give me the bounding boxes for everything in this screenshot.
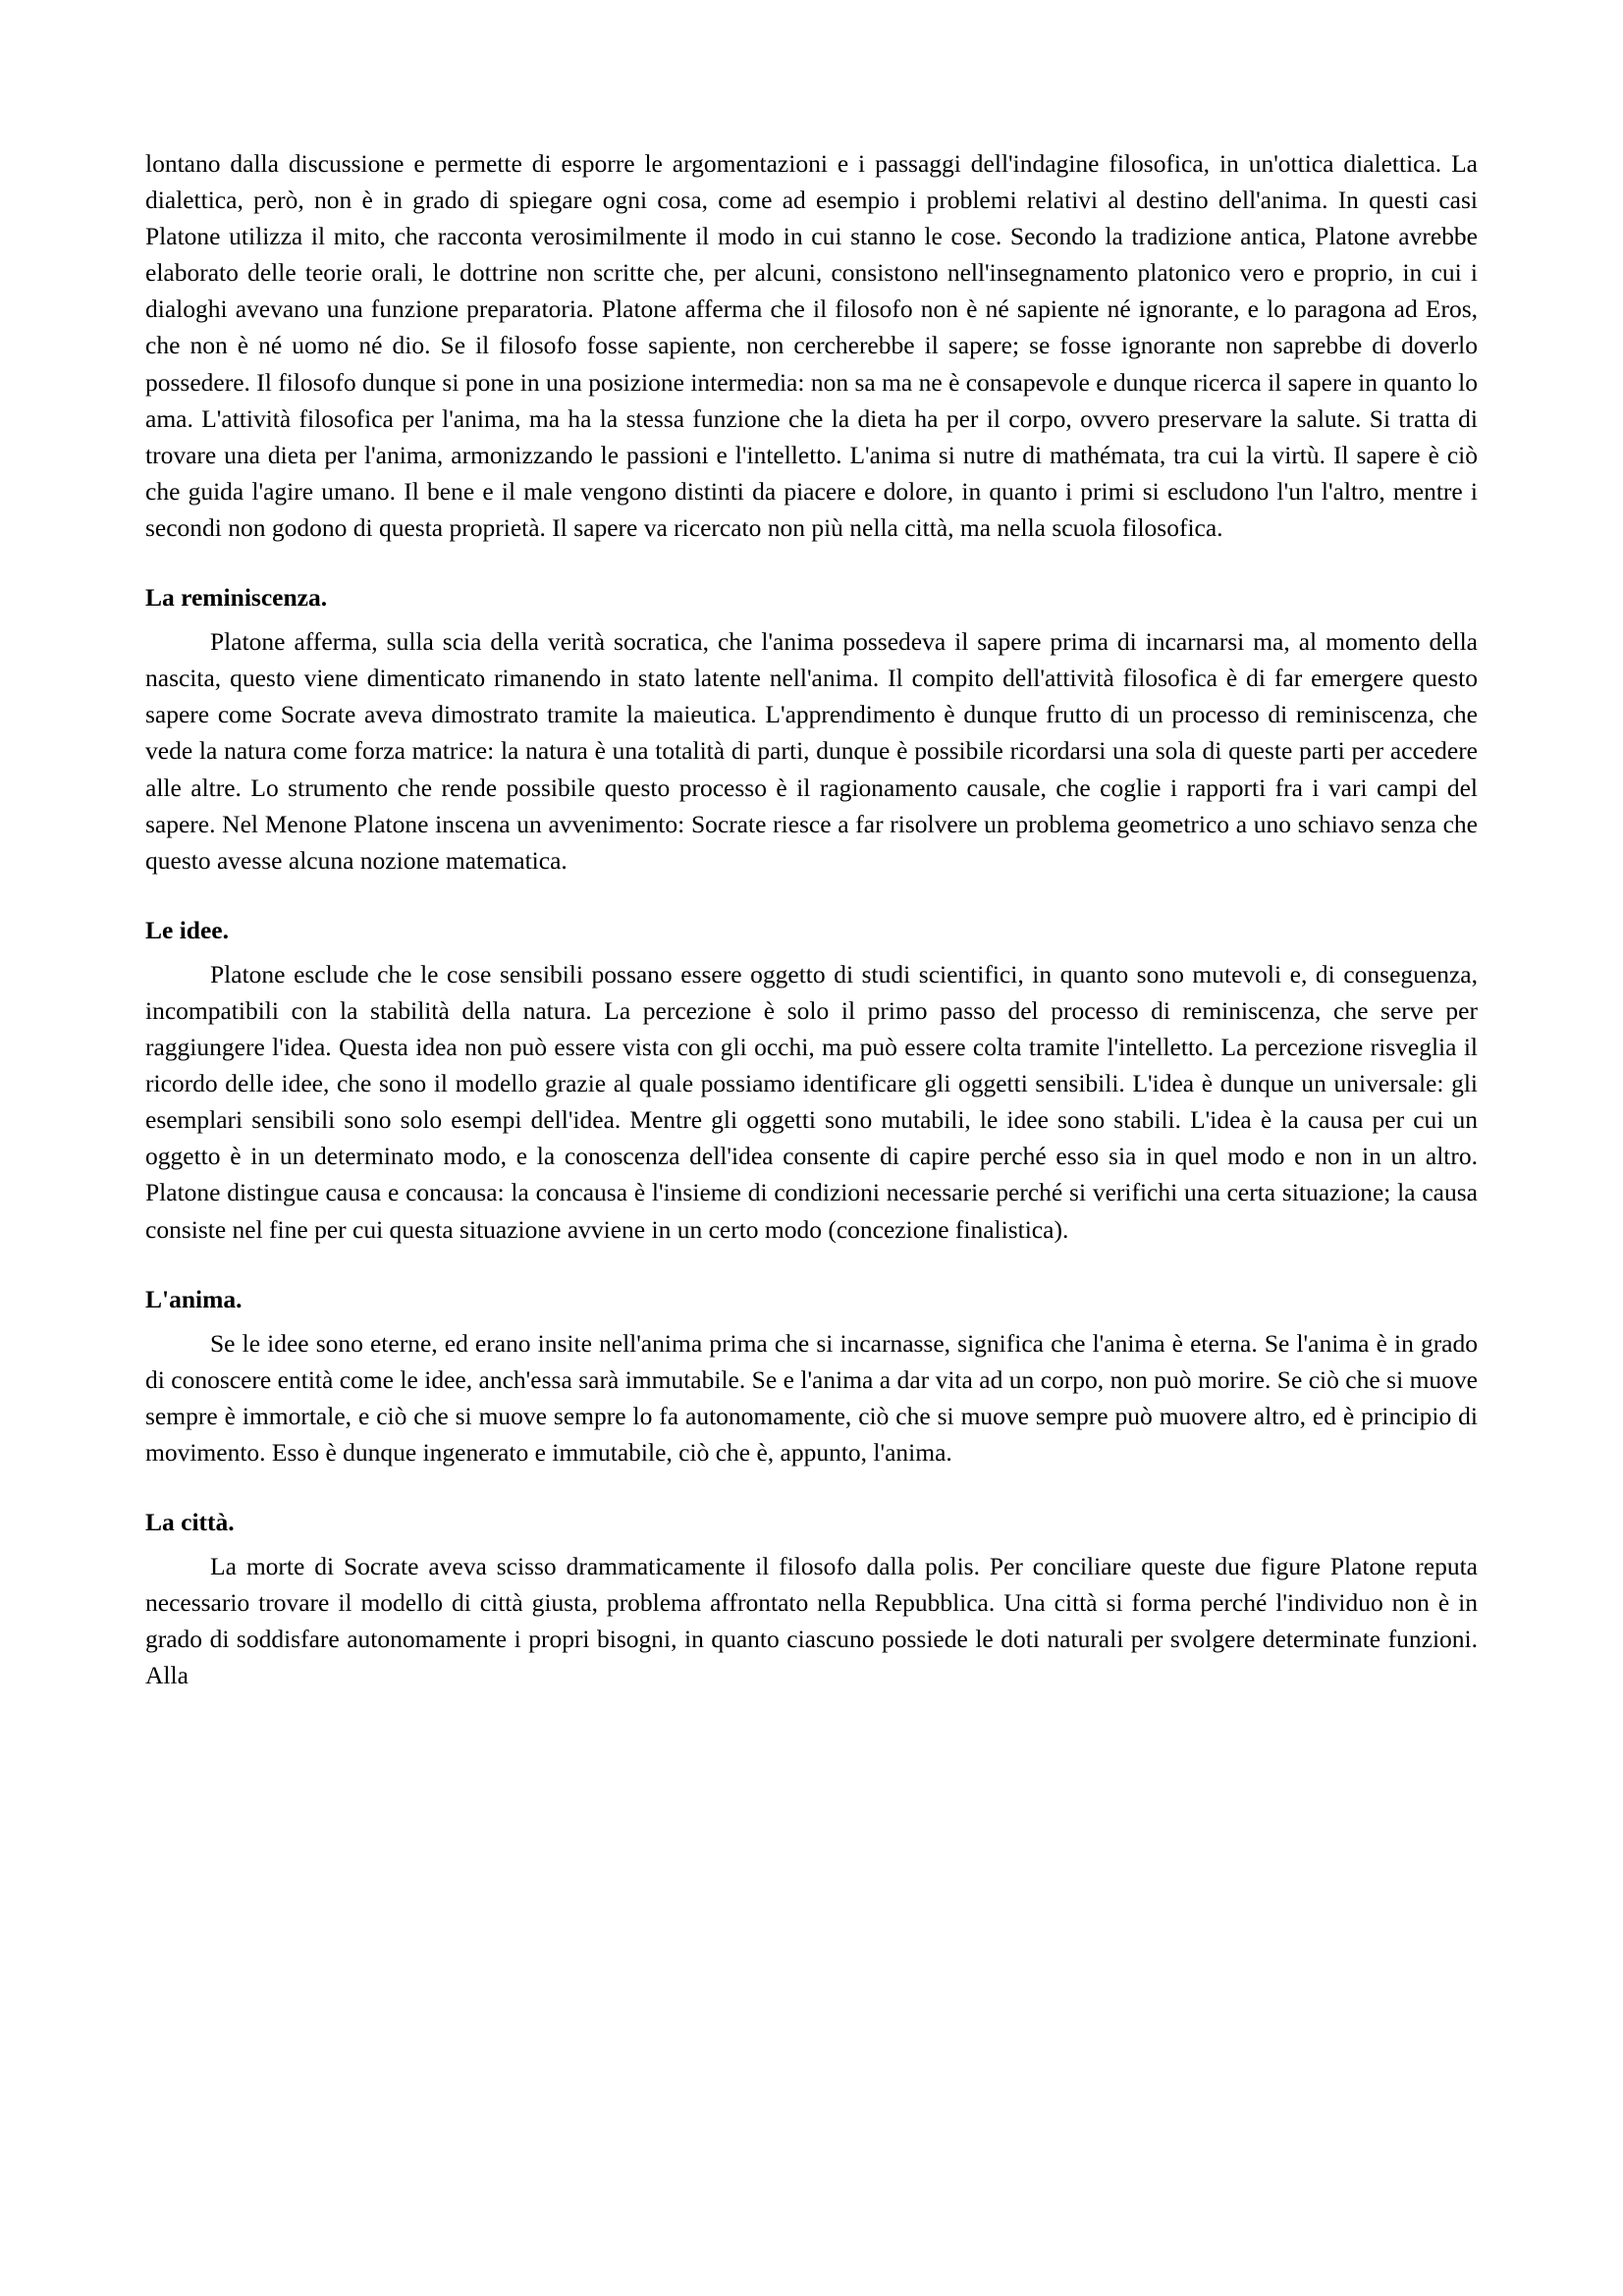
section-heading-reminiscenza: La reminiscenza. (145, 583, 328, 613)
paragraph-reminiscenza: Platone afferma, sulla scia della verità socratica, che l'anima possedeva il sapere prima di incarnarsi ma, al momento della nascita, questo viene dimenticato rimanendo in stato latente nell'anima. Il compito dell'attività filosofica è di far emergere questo sapere come Socrate aveva dimostrato tramite la maieutica. L'apprendimento è dunque frutto di un processo di reminiscenza, che vede la natura come forza matrice: la natura è una totalità di parti, dunque è possibile ricordarsi una sola di queste parti per accedere alle altre. Lo strumento che rende possibile questo processo è il ragionamento causale, che coglie i rapporti fra i vari campi del sapere. Nel Menone Platone inscena un avvenimento: Socrate riesce a far risolvere un problema geometrico a uno schiavo senza che questo avesse alcuna nozione matematica. (145, 627, 1478, 875)
paragraph-intro: lontano dalla discussione e permette di esporre le argomentazioni e i passaggi dell'indagine filosofica, in un'ottica dialettica. La dialettica, però, non è in grado di spiegare ogni cosa, come ad esempio i problemi relativi al destino dell'anima. In questi casi Platone utilizza il mito, che racconta verosimilmente il modo in cui stanno le cose. Secondo la tradizione antica, Platone avrebbe elaborato delle teorie orali, le dottrine non scritte che, per alcuni, consistono nell'insegnamento platonico vero e proprio, in cui i dialoghi avevano una funzione preparatoria. Platone afferma che il filosofo non è né sapiente né ignorante, e lo paragona ad Eros, che non è né uomo né dio. Se il filosofo fosse sapiente, non cercherebbe il sapere; se fosse ignorante non saprebbe di doverlo possedere. Il filosofo dunque si pone in una posizione intermedia: non sa ma ne è consapevole e dunque ricerca il sapere in quanto lo ama. L'attività filosofica per l'anima, ma ha la stessa funzione che la dieta ha per il corpo, ovvero preservare la salute. Si tratta di trovare una dieta per l'anima, armonizzando le passioni e l'intelletto. L'anima si nutre di mathémata, tra cui la virtù. Il sapere è ciò che guida l'agire umano. Il bene e il male vengono distinti da piacere e dolore, in quanto i primi si escludono l'un l'altro, mentre i secondi non godono di questa proprietà. Il sapere va ricercato non più nella città, ma nella scuola filosofica. (145, 149, 1478, 542)
block-spacer (145, 1540, 1478, 1548)
paragraph-idee: Platone esclude che le cose sensibili possano essere oggetto di studi scientifici, in quanto sono mutevoli e, di conseguenza, incompatibili con la stabilità della natura. La percezione è solo il primo passo del processo di reminiscenza, che serve per raggiungere l'idea. Questa idea non può essere vista con gli occhi, ma può essere colta tramite l'intelletto. La percezione risveglia il ricordo delle idee, che sono il modello grazie al quale possiamo identificare gli oggetti sensibili. L'idea è dunque un universale: gli esemplari sensibili sono solo esempi dell'idea. Mentre gli oggetti sono mutabili, le idee sono stabili. L'idea è la causa per cui un oggetto è in un determinato modo, e la conoscenza dell'idea consente di capire perché esso sia in quel modo e non in un altro. Platone distingue causa e concausa: la concausa è l'insieme di condizioni necessarie perché si verifichi una certa situazione; la causa consiste nel fine per cui questa situazione avviene in un certo modo (concezione finalistica). (145, 959, 1478, 1244)
block-spacer (145, 1248, 1478, 1281)
block-spacer (145, 1317, 1478, 1325)
block-spacer (145, 1470, 1478, 1504)
section-heading-idee: Le idee. (145, 915, 229, 944)
block-spacer (145, 546, 1478, 579)
paragraph-anima: Se le idee sono eterne, ed erano insite nell'anima prima che si incarnasse, significa che l'anima è eterna. Se l'anima è in grado di conoscere entità come le idee, anch'essa sarà immutabile. Se e l'anima a dar vita ad un corpo, non può morire. Se ciò che si muove sempre è immortale, e ciò che si muove sempre lo fa autonomamente, ciò che si muove sempre può muovere altro, ed è principio di movimento. Esso è dunque ingenerato e immutabile, ciò che è, appunto, l'anima. (145, 1328, 1478, 1467)
document-body (145, 145, 1478, 1694)
block-spacer (145, 948, 1478, 956)
paragraph-citta: La morte di Socrate aveva scisso drammaticamente il filosofo dalla polis. Per conciliare queste due figure Platone reputa necessario trovare il modello di città giusta, problema affrontato nella Repubblica. Una città si forma perché l'individuo non è in grado di soddisfare autonomamente i propri bisogni, in quanto ciascuno possiede le doti naturali per svolgere determinate funzioni. Alla (145, 1552, 1478, 1690)
block-spacer (145, 615, 1478, 623)
section-heading-anima: L'anima. (145, 1284, 243, 1313)
block-spacer (145, 879, 1478, 912)
section-heading-citta: La città. (145, 1508, 235, 1537)
